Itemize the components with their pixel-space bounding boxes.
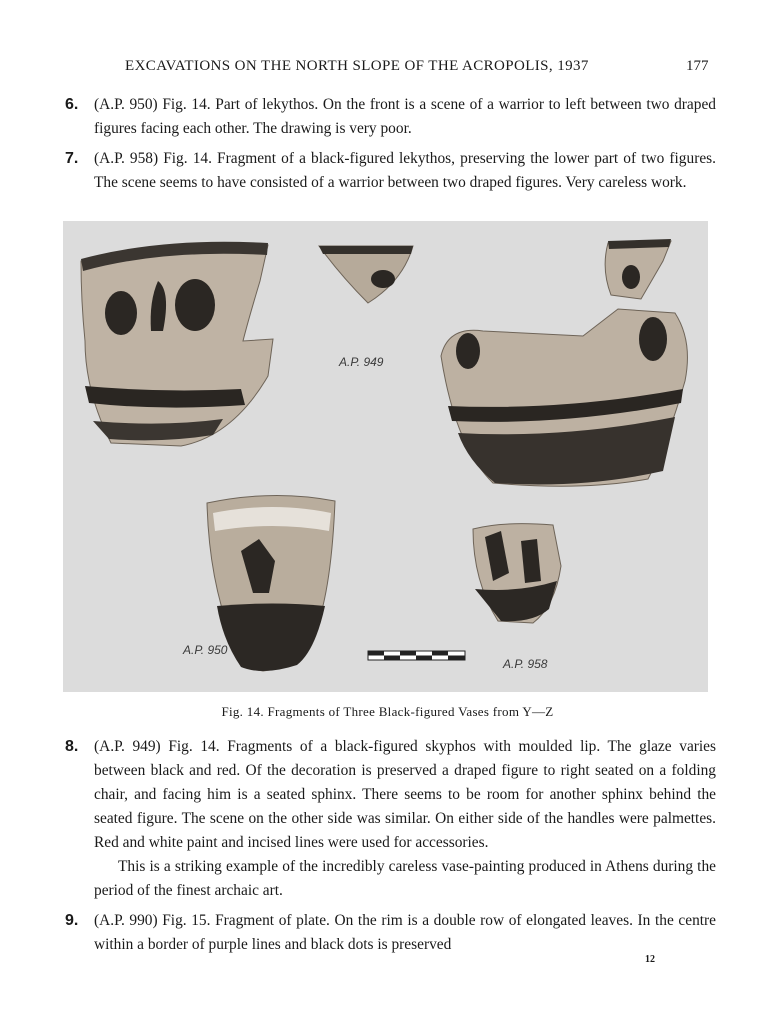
entry-number: 8. bbox=[65, 738, 79, 755]
catalog-entry-7 bbox=[60, 147, 716, 195]
figure-14-photo bbox=[63, 221, 708, 692]
entry-number: 9. bbox=[65, 912, 79, 929]
page-number: 177 bbox=[686, 58, 709, 74]
entry-text: (A.P. 958) Fig. 14. Fragment of a black-figured lekythos, preserving the lower part of two figures. The scene seems to have consisted of a warrior between two draped figures. Very careless work. bbox=[94, 150, 716, 191]
catalog-entry-6 bbox=[60, 93, 716, 141]
skyphos-rim-fragment bbox=[319, 246, 413, 303]
figure-caption: Fig. 14. Fragments of Three Black-figured Vases from Y—Z bbox=[221, 704, 554, 719]
label-ap958: A.P. 958 bbox=[503, 657, 548, 671]
entry-number: 6. bbox=[65, 96, 79, 113]
entry-text: (A.P. 950) Fig. 14. Part of lekythos. On the front is a scene of a warrior to left between two draped figures facing each other. The drawing is very poor. bbox=[94, 96, 716, 137]
running-head bbox=[0, 58, 775, 78]
skyphos-fragment-large bbox=[81, 242, 273, 446]
catalog-entry-8 bbox=[60, 735, 716, 903]
signature-mark: 12 bbox=[645, 954, 655, 965]
scale-bar bbox=[368, 651, 465, 660]
running-title: EXCAVATIONS ON THE NORTH SLOPE OF THE ACROPOLIS, 1937 bbox=[125, 58, 589, 74]
entry-text: (A.P. 990) Fig. 15. Fragment of plate. On the rim is a double row of elongated leaves. In the centre within a border of purple lines and black dots is preserved bbox=[94, 912, 716, 953]
label-ap949: A.P. 949 bbox=[339, 355, 384, 369]
lekythos-fragment-958 bbox=[473, 524, 561, 623]
entry-text: (A.P. 949) Fig. 14. Fragments of a black-figured skyphos with moulded lip. The glaze varies between black and red. Of the decoration is preserved a draped figure to right seated on a folding chair, and facing him is a seated sphinx. There seems to be room for another sphinx behind the seated figure. The scene on the other side was similar. On either side of the handles were palmettes. Red and white paint and incised lines were used for accessories. bbox=[94, 738, 716, 851]
entry-text-paragraph-2: This is a striking example of the incredibly careless vase-painting produced in Athens during the period of the finest archaic art. bbox=[94, 858, 716, 899]
entry-number: 7. bbox=[65, 150, 79, 167]
catalog-entry-9 bbox=[60, 909, 716, 957]
skyphos-fragment-right bbox=[441, 239, 687, 486]
label-ap950: A.P. 950 bbox=[183, 643, 228, 657]
